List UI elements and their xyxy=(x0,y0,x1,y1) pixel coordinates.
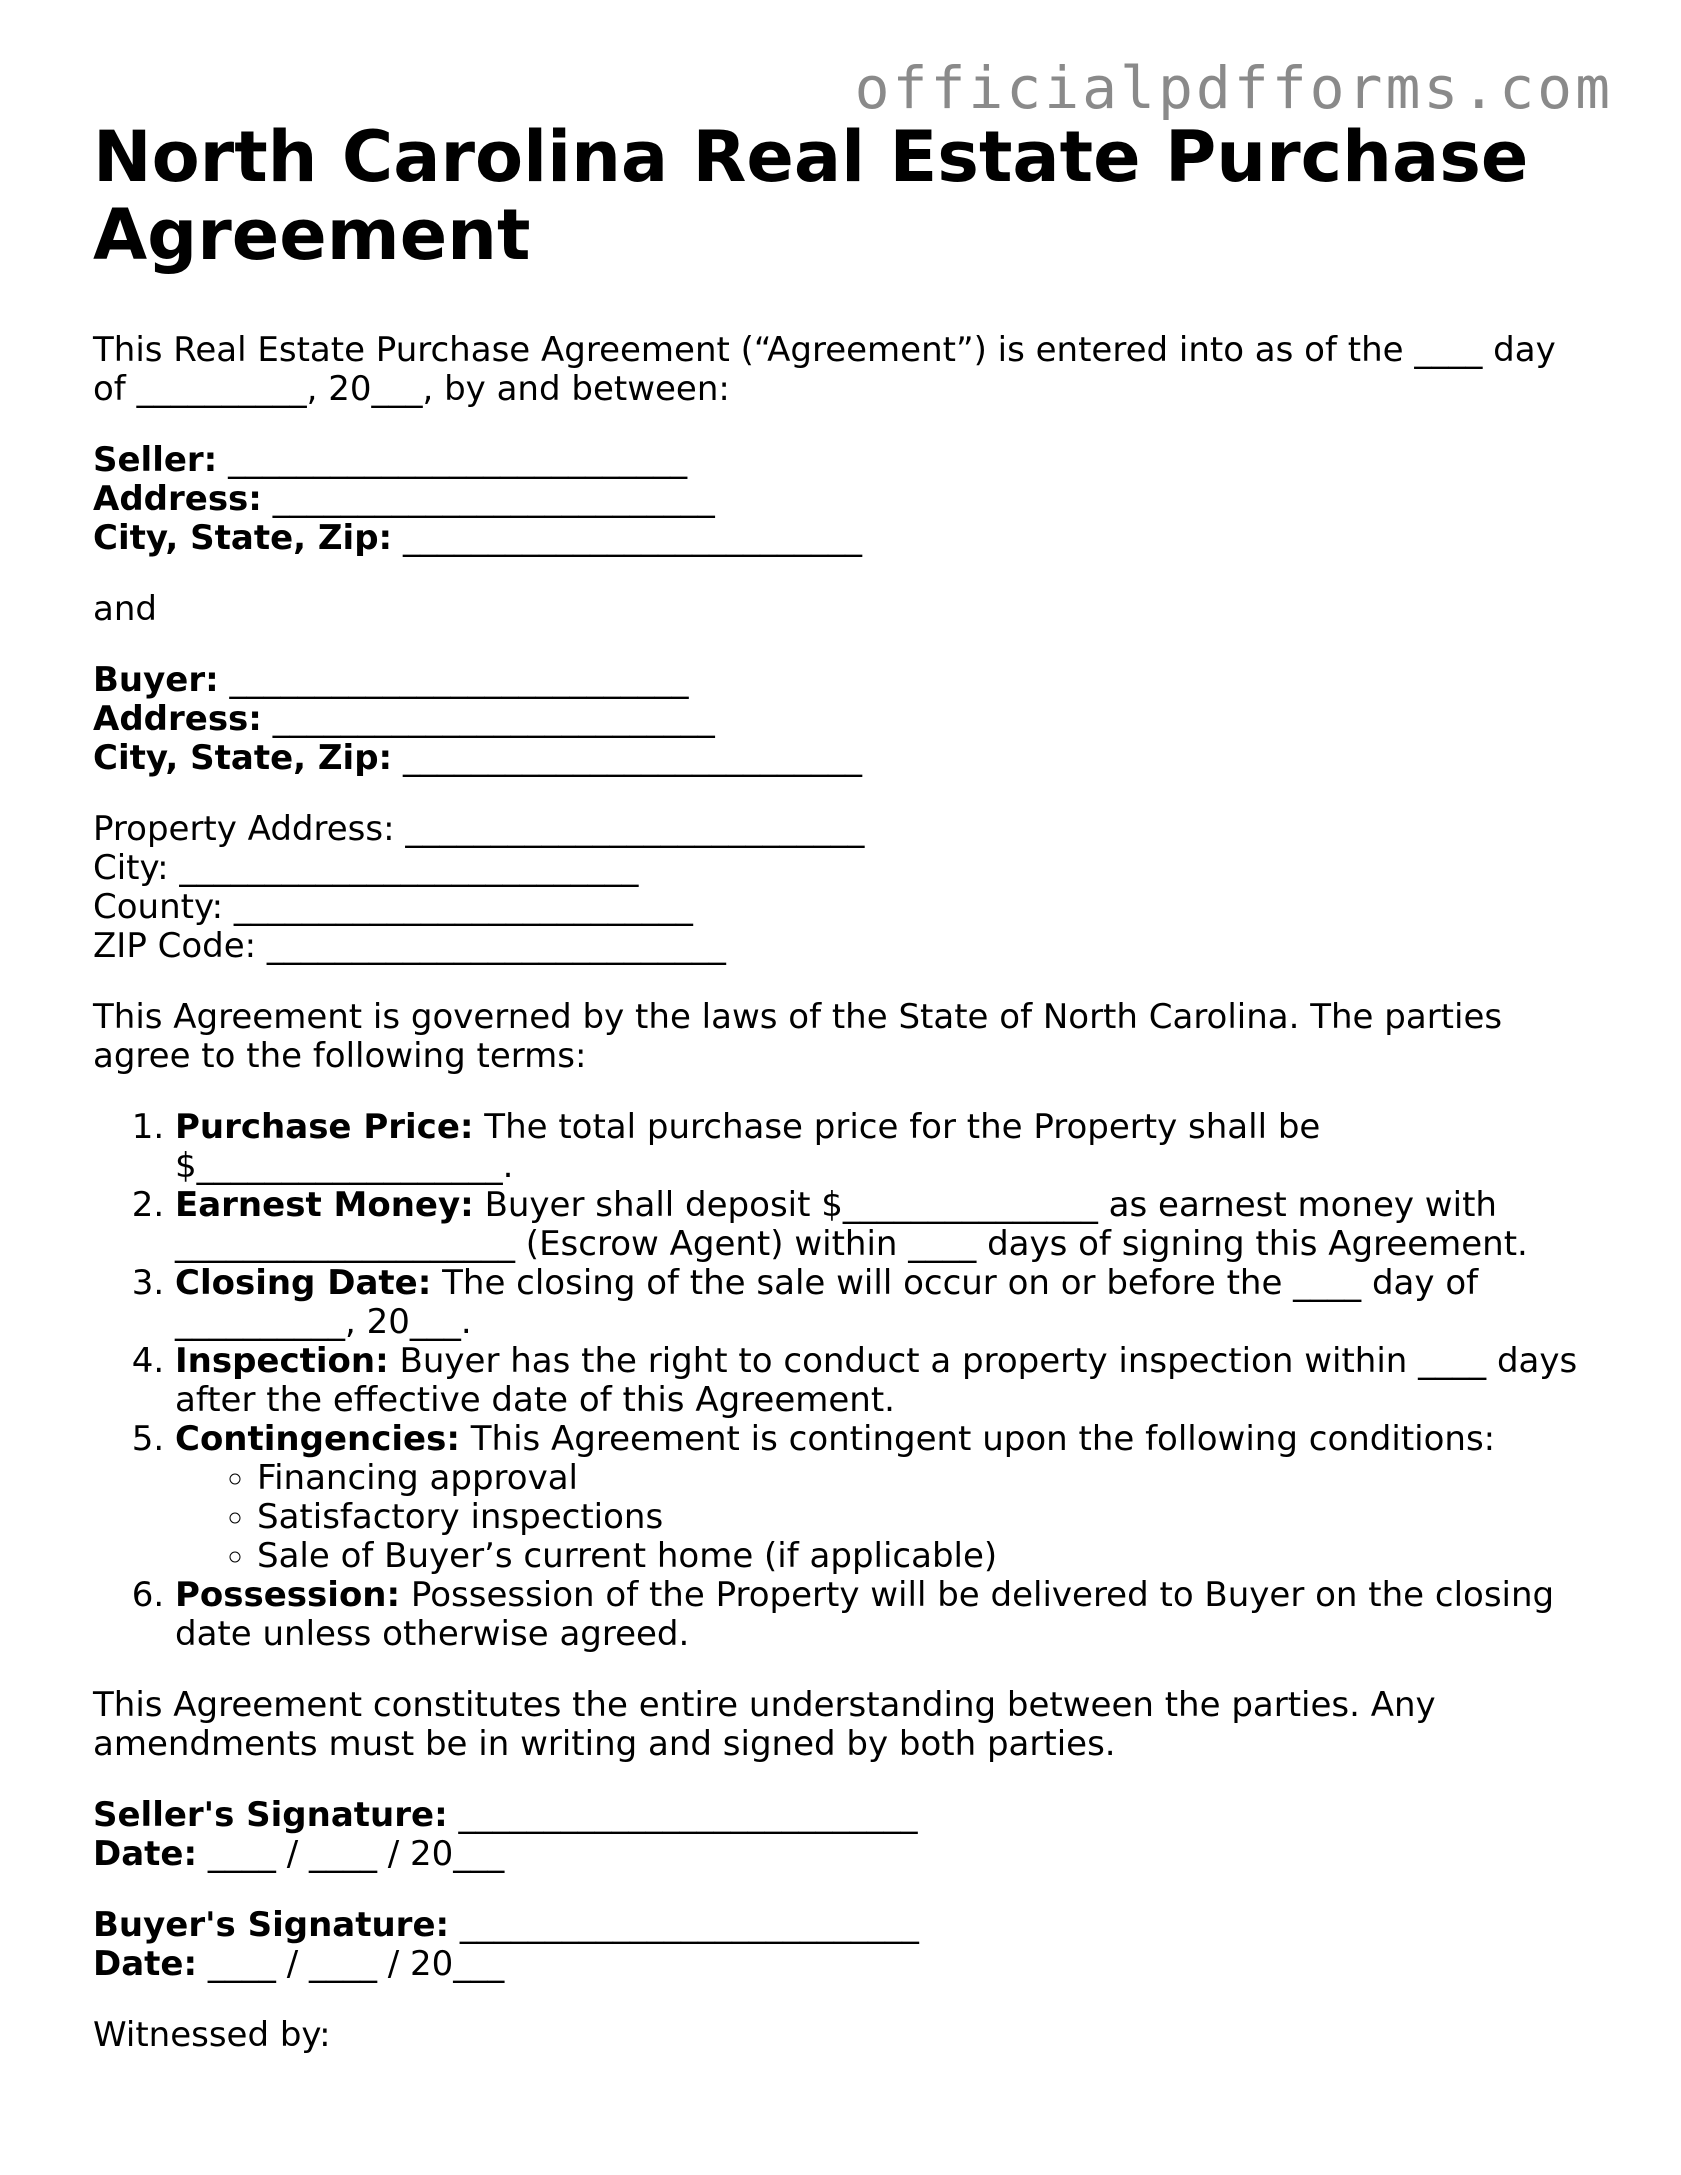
term-label: Contingencies: xyxy=(175,1419,460,1459)
seller-info xyxy=(93,441,1593,558)
watermark: officialpdfforms.com xyxy=(854,54,1613,122)
buyer-date-blank: ____ / ____ / 20___ xyxy=(207,1944,505,1984)
and-text: and xyxy=(93,589,157,629)
governing-paragraph: This Agreement is governed by the laws of the State of North Carolina. The parties agree to the following terms: xyxy=(93,997,1503,1076)
seller-signature-line xyxy=(93,1796,1593,1835)
seller-signature-blank: ___________________________ xyxy=(458,1795,918,1835)
term-text: The closing of the sale will occur on or before the ____ day of __________, 20___. xyxy=(175,1263,1479,1342)
property-city-line: City: ___________________________ xyxy=(93,848,639,888)
term-label: Closing Date: xyxy=(175,1263,432,1303)
buyer-city-blank: ___________________________ xyxy=(402,738,862,778)
term-label: Purchase Price: xyxy=(175,1107,474,1147)
term-item xyxy=(175,1264,1593,1342)
buyer-info xyxy=(93,661,1593,778)
term-item xyxy=(175,1576,1593,1654)
buyer-name-blank: ___________________________ xyxy=(229,660,689,700)
buyer-signature-label: Buyer's Signature: xyxy=(93,1905,450,1945)
entire-agreement-paragraph: This Agreement constitutes the entire understanding between the parties. Any amendments must be in writing and signed by both parties. xyxy=(93,1685,1436,1764)
term-item xyxy=(175,1108,1593,1186)
seller-signature-block xyxy=(93,1796,1593,1874)
property-county-line: County: ___________________________ xyxy=(93,887,693,927)
buyer-signature-line xyxy=(93,1906,1593,1945)
term-item xyxy=(175,1342,1593,1420)
seller-date-line xyxy=(93,1835,1593,1874)
contingencies-list xyxy=(175,1459,1593,1576)
buyer-signature-block xyxy=(93,1906,1593,1984)
term-text: Possession of the Property will be delivered to Buyer on the closing date unless otherwise agreed. xyxy=(175,1575,1555,1654)
document-title: North Carolina Real Estate Purchase Agreement xyxy=(93,116,1529,276)
terms-list xyxy=(93,1108,1593,1654)
term-label: Possession: xyxy=(175,1575,401,1615)
term-item xyxy=(175,1420,1593,1576)
seller-name-line xyxy=(93,441,1593,480)
seller-city-blank: ___________________________ xyxy=(402,518,862,558)
buyer-date-line xyxy=(93,1945,1593,1984)
seller-signature-label: Seller's Signature: xyxy=(93,1795,448,1835)
seller-city-line xyxy=(93,519,1593,558)
term-item xyxy=(175,1186,1593,1264)
buyer-city-label: City, State, Zip: xyxy=(93,738,393,778)
seller-address-line xyxy=(93,480,1593,519)
seller-name-label: Seller: xyxy=(93,440,218,480)
contingency-item: ◦ Financing approval xyxy=(257,1459,1593,1498)
term-label: Earnest Money: xyxy=(175,1185,474,1225)
intro-paragraph: This Real Estate Purchase Agreement (“Agreement”) is entered into as of the ____ day of __________, 20___, by and between: xyxy=(93,330,1556,409)
buyer-name-line xyxy=(93,661,1593,700)
seller-address-blank: __________________________ xyxy=(272,479,715,519)
contingency-item: ◦ Satisfactory inspections xyxy=(257,1498,1593,1537)
buyer-date-label: Date: xyxy=(93,1944,198,1984)
term-text: The total purchase price for the Property shall be $__________________. xyxy=(175,1107,1321,1186)
term-text: This Agreement is contingent upon the following conditions: xyxy=(470,1419,1496,1459)
document-page xyxy=(93,118,1593,2055)
seller-name-blank: ___________________________ xyxy=(228,440,688,480)
witnessed-by: Witnessed by: xyxy=(93,2015,331,2055)
buyer-name-label: Buyer: xyxy=(93,660,219,700)
term-label: Inspection: xyxy=(175,1341,389,1381)
seller-date-blank: ____ / ____ / 20___ xyxy=(207,1834,505,1874)
seller-address-label: Address: xyxy=(93,479,262,519)
buyer-address-blank: __________________________ xyxy=(272,699,715,739)
property-address-line: Property Address: ___________________________ xyxy=(93,809,865,849)
property-info xyxy=(93,810,1593,966)
buyer-address-line xyxy=(93,700,1593,739)
seller-city-label: City, State, Zip: xyxy=(93,518,393,558)
property-zip-line: ZIP Code: ___________________________ xyxy=(93,926,726,966)
buyer-address-label: Address: xyxy=(93,699,262,739)
contingency-item: ◦ Sale of Buyer’s current home (if applicable) xyxy=(257,1537,1593,1576)
buyer-signature-blank: ___________________________ xyxy=(459,1905,919,1945)
term-text: Buyer shall deposit $_______________ as earnest money with ____________________ (Escrow Agent) within ____ days of signing this Agreement. xyxy=(175,1185,1528,1264)
seller-date-label: Date: xyxy=(93,1834,198,1874)
term-text: Buyer has the right to conduct a property inspection within ____ days after the effective date of this Agreement. xyxy=(175,1341,1578,1420)
buyer-city-line xyxy=(93,739,1593,778)
